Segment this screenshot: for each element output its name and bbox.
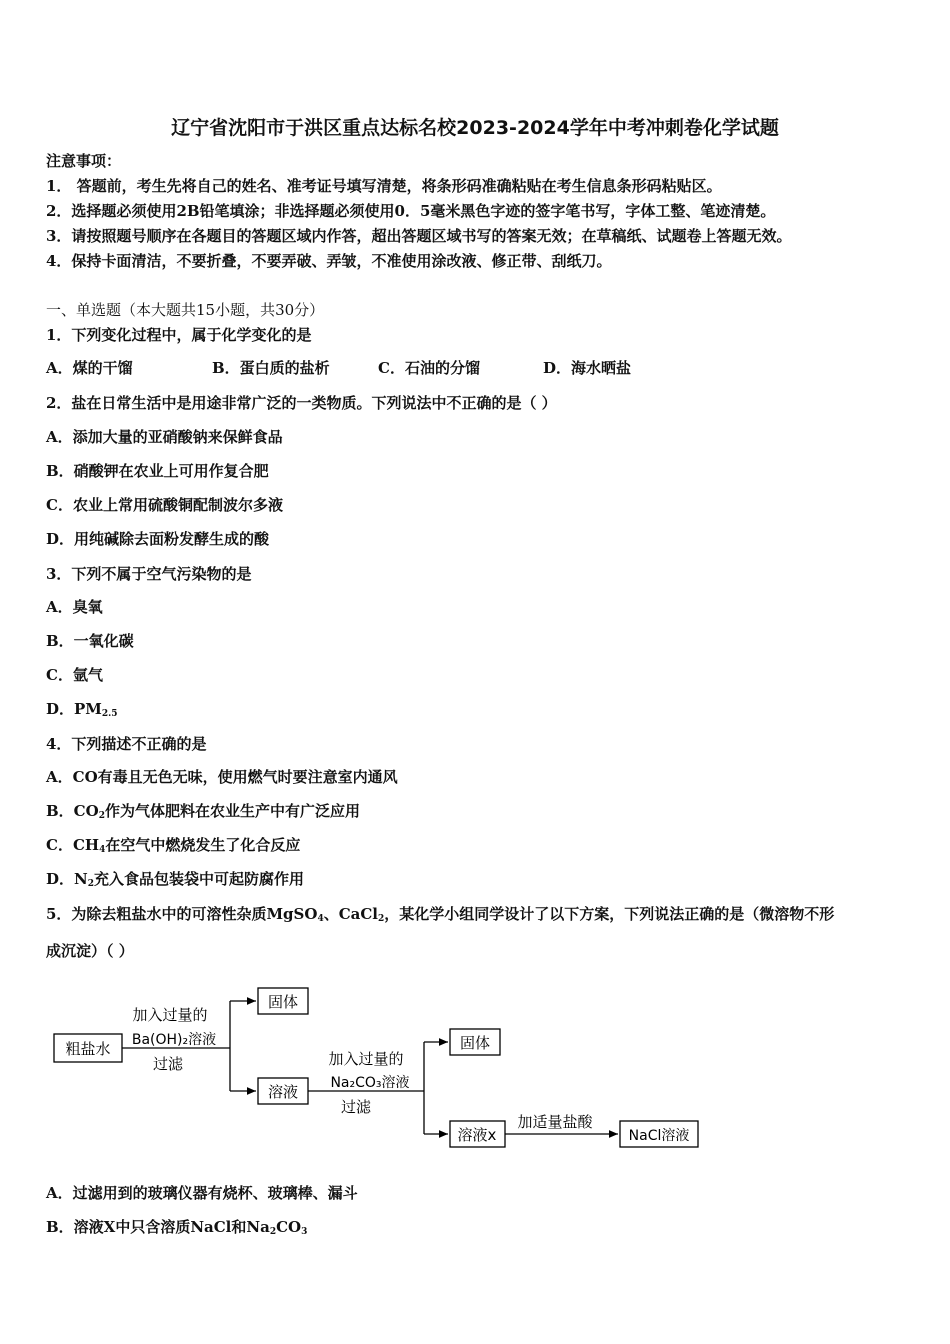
q1-option-d: D．海水晒盐 [543,359,632,377]
q5-option-b: B．溶液X中只含溶质NaCl和$Na_2CO_3$ [46,1218,308,1237]
q3-option-a: A．臭氧 [46,598,103,616]
q2-stem: 2．盐在日常生活中是用途非常广泛的一类物质。下列说法中不正确的是（ ） [46,394,557,412]
q3-stem: 3．下列不属于空气污染物的是 [46,565,252,583]
q5-stem: 5．为除去粗盐水中的可溶性杂质MgSO$_4$、CaCl$_2$，某化学小组同学设计了以下方案，下列说法正确的是（微溶物不形 [46,905,835,924]
q1-option-b: B．蛋白质的盐析 [212,359,330,377]
notice-item-4: 4．保持卡面清洁，不要折叠，不要弄破、弄皱，不准使用涂改液、修正带、刮纸刀。 [46,252,612,270]
q4-option-d: D．$N_2$充入食品包装袋中可起防腐作用 [46,870,305,889]
step1-line2: Ba(OH)₂溶液 [131,1032,217,1048]
label-nacl-solution: NaCl溶液 [628,1128,690,1144]
step2-line3: 过滤 [340,1098,372,1116]
label-crude-brine: 粗盐水 [65,1040,111,1058]
step3-label: 加适量盐酸 [517,1113,593,1131]
notice-item-1: 1． 答题前，考生先将自己的姓名、准考证号填写清楚，将条形码准确粘贴在考生信息条形码粘贴区。 [46,177,722,195]
page-title: 辽宁省沈阳市于洪区重点达标名校2023-2024学年中考冲刺卷化学试题 [171,117,779,139]
label-solid-1: 固体 [267,993,299,1011]
notice-item-3: 3．请按照题号顺序在各题目的答题区域内作答，超出答题区域书写的答案无效；在草稿纸、试题卷上答题无效。 [46,227,792,245]
q4-option-b: B．$CO_2$作为气体肥料在农业生产中有广泛应用 [46,802,360,821]
q1-option-c: C．石油的分馏 [378,359,480,377]
q1-stem: 1．下列变化过程中，属于化学变化的是 [46,326,312,344]
q4-option-a: A．CO有毒且无色无味，使用燃气时要注意室内通风 [46,768,398,786]
step1-line1: 加入过量的 [132,1006,208,1024]
step1-line3: 过滤 [152,1055,184,1073]
q5-option-a: A．过滤用到的玻璃仪器有烧杯、玻璃棒、漏斗 [46,1184,358,1202]
step2-line1: 加入过量的 [328,1050,404,1068]
notice-heading: 注意事项： [46,152,122,170]
label-solution-1: 溶液 [267,1083,299,1101]
q5-stem-line2: 成沉淀）（ ） [46,942,134,960]
flow-diagram [40,982,740,1157]
q2-option-b: B．硝酸钾在农业上可用作复合肥 [46,462,269,480]
q1-option-a: A．煤的干馏 [46,359,133,377]
label-solid-2: 固体 [459,1034,491,1052]
q3-option-b: B．一氧化碳 [46,632,134,650]
q4-stem: 4．下列描述不正确的是 [46,735,207,753]
q4-option-c: C．$CH_4$在空气中燃烧发生了化合反应 [46,836,301,855]
q2-option-c: C．农业上常用硫酸铜配制波尔多液 [46,496,283,514]
q2-option-d: D．用纯碱除去面粉发酵生成的酸 [46,530,270,548]
notice-item-2: 2．选择题必须使用2B铅笔填涂；非选择题必须使用0．5毫米黑色字迹的签字笔书写，字体工整、笔迹清楚。 [46,202,776,220]
q2-option-a: A．添加大量的亚硝酸钠来保鲜食品 [46,428,283,446]
label-solution-x: 溶液x [457,1126,497,1144]
section-heading: 一、单选题（本大题共15小题，共30分） [46,301,325,319]
step2-line2: Na₂CO₃溶液 [330,1075,410,1091]
q3-option-d: D．$PM_{2.5}$ [46,700,118,719]
q3-option-c: C．氩气 [46,666,103,684]
